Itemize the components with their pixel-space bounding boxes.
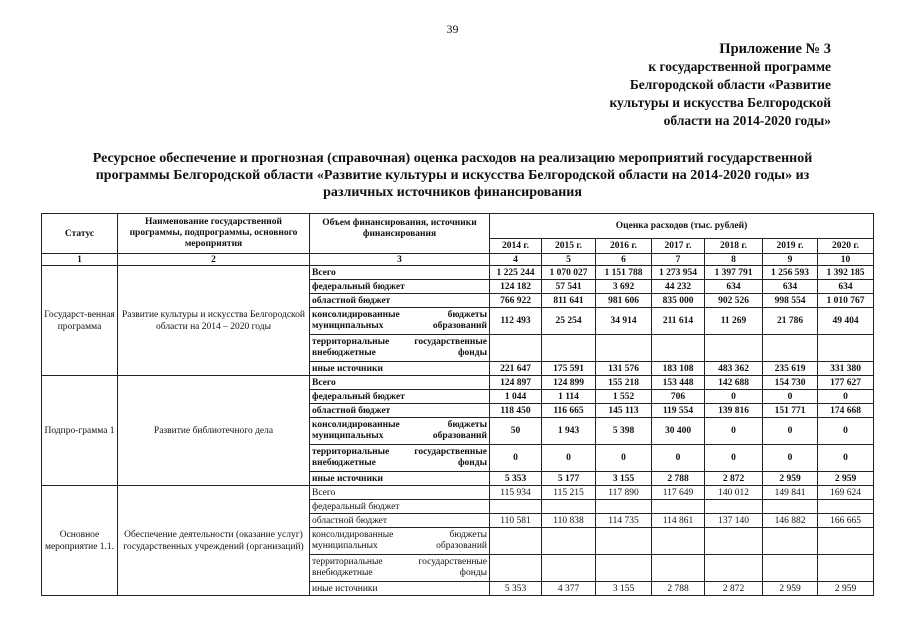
column-number: 2 <box>118 254 310 266</box>
funding-source-cell: федеральный бюджет <box>310 390 490 404</box>
value-cell: 166 665 <box>818 514 874 528</box>
value-cell <box>705 555 763 582</box>
value-cell: 1 397 791 <box>705 266 763 280</box>
value-cell: 706 <box>652 390 705 404</box>
value-cell: 634 <box>705 280 763 294</box>
status-cell: Государст-венная программа <box>42 266 118 376</box>
year-header: 2017 г. <box>652 239 705 254</box>
value-cell: 44 232 <box>652 280 705 294</box>
value-cell: 1 392 185 <box>818 266 874 280</box>
column-number: 4 <box>490 254 542 266</box>
column-number: 9 <box>763 254 818 266</box>
value-cell: 483 362 <box>705 362 763 376</box>
value-cell: 124 899 <box>542 376 596 390</box>
column-numbers-row <box>42 254 874 266</box>
year-header: 2015 г. <box>542 239 596 254</box>
value-cell: 110 581 <box>490 514 542 528</box>
value-cell: 0 <box>705 390 763 404</box>
value-cell: 1 010 767 <box>818 294 874 308</box>
funding-source-cell: федеральный бюджет <box>310 280 490 294</box>
value-cell <box>818 335 874 362</box>
value-cell: 1 070 027 <box>542 266 596 280</box>
appendix-line: Белгородской области «Развитие <box>629 77 831 92</box>
value-cell: 169 624 <box>818 486 874 500</box>
value-cell: 3 692 <box>596 280 652 294</box>
value-cell: 1 943 <box>542 418 596 445</box>
value-cell: 221 647 <box>490 362 542 376</box>
value-cell: 11 269 <box>705 308 763 335</box>
funding-source-cell: иные источники <box>310 582 490 596</box>
value-cell: 115 934 <box>490 486 542 500</box>
value-cell <box>490 500 542 514</box>
status-cell: Подпро-грамма 1 <box>42 376 118 486</box>
header-status: Статус <box>42 214 118 254</box>
value-cell: 3 155 <box>596 472 652 486</box>
value-cell <box>705 335 763 362</box>
funding-source-cell: территориальные государственные внебюджетные фонды <box>310 555 490 582</box>
appendix-header <box>571 40 831 130</box>
value-cell: 131 576 <box>596 362 652 376</box>
value-cell: 5 177 <box>542 472 596 486</box>
value-cell: 142 688 <box>705 376 763 390</box>
funding-source-cell: Всего <box>310 486 490 500</box>
funding-table <box>41 213 874 596</box>
value-cell <box>652 335 705 362</box>
value-cell <box>490 335 542 362</box>
value-cell <box>763 335 818 362</box>
value-cell: 3 155 <box>596 582 652 596</box>
funding-source-cell: территориальные государственные внебюджетные фонды <box>310 335 490 362</box>
value-cell: 1 044 <box>490 390 542 404</box>
value-cell: 1 256 593 <box>763 266 818 280</box>
value-cell <box>818 555 874 582</box>
value-cell <box>596 335 652 362</box>
value-cell: 119 554 <box>652 404 705 418</box>
value-cell: 0 <box>652 445 705 472</box>
year-header: 2020 г. <box>818 239 874 254</box>
value-cell: 177 627 <box>818 376 874 390</box>
appendix-line: культуры и искусства Белгородской <box>609 95 831 110</box>
title-line: программы Белгородской области «Развитие культуры и искусства Белгородской области на 2014-2020 годы» из <box>95 168 810 183</box>
value-cell: 0 <box>705 418 763 445</box>
value-cell <box>490 555 542 582</box>
value-cell: 0 <box>818 445 874 472</box>
funding-source-cell: консолидированные бюджеты муниципальных образований <box>310 418 490 445</box>
title-line: Ресурсное обеспечение и прогнозная (справочная) оценка расходов на реализацию мероприятий государственной <box>92 151 813 166</box>
table-body <box>42 266 874 596</box>
value-cell: 0 <box>763 418 818 445</box>
value-cell: 5 353 <box>490 472 542 486</box>
value-cell <box>542 528 596 555</box>
value-cell: 117 890 <box>596 486 652 500</box>
funding-source-cell: Всего <box>310 376 490 390</box>
value-cell: 0 <box>763 445 818 472</box>
value-cell: 2 959 <box>818 472 874 486</box>
funding-source-cell: Всего <box>310 266 490 280</box>
value-cell: 50 <box>490 418 542 445</box>
value-cell <box>652 555 705 582</box>
funding-source-cell: территориальные государственные внебюджетные фонды <box>310 445 490 472</box>
value-cell <box>705 500 763 514</box>
value-cell: 151 771 <box>763 404 818 418</box>
value-cell: 140 012 <box>705 486 763 500</box>
value-cell: 766 922 <box>490 294 542 308</box>
funding-source-cell: иные источники <box>310 362 490 376</box>
value-cell <box>763 500 818 514</box>
value-cell: 2 788 <box>652 582 705 596</box>
funding-source-cell: федеральный бюджет <box>310 500 490 514</box>
value-cell <box>542 500 596 514</box>
table-row <box>42 376 874 390</box>
status-cell: Основное мероприятие 1.1. <box>42 486 118 596</box>
value-cell <box>763 528 818 555</box>
value-cell: 139 816 <box>705 404 763 418</box>
value-cell: 154 730 <box>763 376 818 390</box>
value-cell: 114 735 <box>596 514 652 528</box>
column-number: 6 <box>596 254 652 266</box>
value-cell: 2 872 <box>705 472 763 486</box>
value-cell: 30 400 <box>652 418 705 445</box>
value-cell <box>596 528 652 555</box>
value-cell: 137 140 <box>705 514 763 528</box>
value-cell: 835 000 <box>652 294 705 308</box>
value-cell: 2 788 <box>652 472 705 486</box>
header-estimate: Оценка расходов (тыс. рублей) <box>490 214 874 239</box>
value-cell: 5 398 <box>596 418 652 445</box>
year-header: 2018 г. <box>705 239 763 254</box>
appendix-line: к государственной программе <box>648 59 831 74</box>
value-cell: 1 114 <box>542 390 596 404</box>
column-number: 8 <box>705 254 763 266</box>
value-cell: 1 225 244 <box>490 266 542 280</box>
program-name-cell: Развитие библиотечного дела <box>118 376 310 486</box>
value-cell: 146 882 <box>763 514 818 528</box>
value-cell <box>490 528 542 555</box>
value-cell <box>596 500 652 514</box>
value-cell: 110 838 <box>542 514 596 528</box>
value-cell: 0 <box>542 445 596 472</box>
value-cell: 811 641 <box>542 294 596 308</box>
value-cell: 235 619 <box>763 362 818 376</box>
program-name-cell: Развитие культуры и искусства Белгородской области на 2014 – 2020 годы <box>118 266 310 376</box>
value-cell: 0 <box>705 445 763 472</box>
value-cell: 0 <box>763 390 818 404</box>
header-name: Наименование государственной программы, подпрограммы, основного мероприятия <box>118 214 310 254</box>
value-cell: 124 182 <box>490 280 542 294</box>
column-number: 10 <box>818 254 874 266</box>
value-cell: 174 668 <box>818 404 874 418</box>
value-cell: 114 861 <box>652 514 705 528</box>
value-cell: 2 959 <box>818 582 874 596</box>
table-row <box>42 486 874 500</box>
column-number: 5 <box>542 254 596 266</box>
value-cell: 49 404 <box>818 308 874 335</box>
value-cell: 145 113 <box>596 404 652 418</box>
value-cell <box>818 500 874 514</box>
column-number: 1 <box>42 254 118 266</box>
program-name-cell: Обеспечение деятельности (оказание услуг) государственных учреждений (организаций) <box>118 486 310 596</box>
value-cell <box>652 528 705 555</box>
column-number: 3 <box>310 254 490 266</box>
value-cell: 0 <box>596 445 652 472</box>
value-cell: 2 872 <box>705 582 763 596</box>
funding-source-cell: иные источники <box>310 472 490 486</box>
column-number: 7 <box>652 254 705 266</box>
value-cell: 1 151 788 <box>596 266 652 280</box>
appendix-title: Приложение № 3 <box>719 41 831 57</box>
value-cell <box>542 335 596 362</box>
value-cell: 634 <box>818 280 874 294</box>
value-cell: 115 215 <box>542 486 596 500</box>
value-cell: 149 841 <box>763 486 818 500</box>
value-cell: 175 591 <box>542 362 596 376</box>
document-title <box>40 150 865 201</box>
page-number: 39 <box>446 22 459 36</box>
value-cell: 2 959 <box>763 582 818 596</box>
value-cell <box>652 500 705 514</box>
value-cell: 0 <box>490 445 542 472</box>
value-cell: 5 353 <box>490 582 542 596</box>
appendix-line: области на 2014-2020 годы» <box>663 113 831 128</box>
value-cell <box>705 528 763 555</box>
value-cell: 116 665 <box>542 404 596 418</box>
value-cell: 902 526 <box>705 294 763 308</box>
title-line: различных источников финансирования <box>323 185 582 200</box>
header-source: Объем финансирования, источники финансирования <box>310 214 490 254</box>
value-cell: 124 897 <box>490 376 542 390</box>
value-cell: 34 914 <box>596 308 652 335</box>
value-cell <box>596 555 652 582</box>
funding-source-cell: областной бюджет <box>310 404 490 418</box>
funding-source-cell: консолидированные бюджеты муниципальных образований <box>310 308 490 335</box>
year-header: 2016 г. <box>596 239 652 254</box>
value-cell <box>818 528 874 555</box>
value-cell: 998 554 <box>763 294 818 308</box>
year-header: 2014 г. <box>490 239 542 254</box>
value-cell: 153 448 <box>652 376 705 390</box>
value-cell: 57 541 <box>542 280 596 294</box>
value-cell: 1 273 954 <box>652 266 705 280</box>
funding-source-cell: областной бюджет <box>310 294 490 308</box>
value-cell: 155 218 <box>596 376 652 390</box>
value-cell: 183 108 <box>652 362 705 376</box>
value-cell: 331 380 <box>818 362 874 376</box>
value-cell: 634 <box>763 280 818 294</box>
value-cell: 1 552 <box>596 390 652 404</box>
value-cell: 117 649 <box>652 486 705 500</box>
value-cell: 981 606 <box>596 294 652 308</box>
value-cell: 118 450 <box>490 404 542 418</box>
value-cell: 4 377 <box>542 582 596 596</box>
value-cell: 25 254 <box>542 308 596 335</box>
value-cell: 112 493 <box>490 308 542 335</box>
year-header: 2019 г. <box>763 239 818 254</box>
funding-source-cell: областной бюджет <box>310 514 490 528</box>
value-cell: 21 786 <box>763 308 818 335</box>
value-cell: 0 <box>818 418 874 445</box>
funding-source-cell: консолидированные бюджеты муниципальных образований <box>310 528 490 555</box>
value-cell: 211 614 <box>652 308 705 335</box>
value-cell <box>542 555 596 582</box>
value-cell <box>763 555 818 582</box>
value-cell: 0 <box>818 390 874 404</box>
value-cell: 2 959 <box>763 472 818 486</box>
table-row <box>42 266 874 280</box>
